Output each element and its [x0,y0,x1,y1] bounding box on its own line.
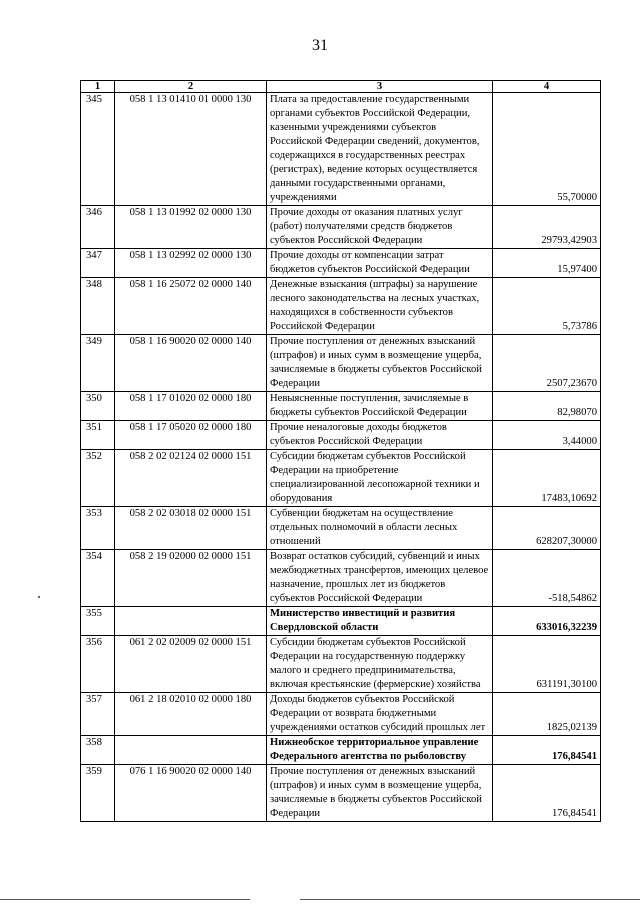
budget-code-cell [115,607,267,636]
table-row [81,421,601,450]
table-row [81,335,601,392]
revenue-name-cell: Нижнеобское территориальное управление Федерального агентства по рыболовству [267,736,493,765]
table-row [81,636,601,693]
revenue-name-cell: Прочие доходы от оказания платных услуг (работ) получателями средств бюджетов субъектов Российской Федерации [267,206,493,249]
budget-code-cell: 058 1 13 02992 02 0000 130 [115,249,267,278]
budget-code-cell: 058 2 02 02124 02 0000 151 [115,450,267,507]
amount-cell: 15,97400 [493,249,601,278]
revenue-name-cell: Субвенции бюджетам на осуществление отдельных полномочий в области лесных отношений [267,507,493,550]
revenue-name-cell: Денежные взыскания (штрафы) за нарушение лесного законодательства на лесных участках, находящихся в собственности субъектов Российской Федерации [267,278,493,335]
table-row [81,392,601,421]
table-row [81,507,601,550]
revenue-name-cell: Субсидии бюджетам субъектов Российской Федерации на государственную поддержку малого и среднего предпринимательства, включая крестьянские (фермерские) хозяйства [267,636,493,693]
revenue-name-cell: Прочие доходы от компенсации затрат бюджетов субъектов Российской Федерации [267,249,493,278]
row-number-cell: 346 [81,206,115,249]
row-number-cell: 351 [81,421,115,450]
table-row [81,93,601,206]
budget-code-cell [115,736,267,765]
page-number: 31 [312,37,328,54]
budget-code-cell: 058 1 16 90020 02 0000 140 [115,335,267,392]
amount-cell: 5,73786 [493,278,601,335]
row-number-cell: 358 [81,736,115,765]
revenue-name-cell: Прочие поступления от денежных взысканий (штрафов) и иных сумм в возмещение ущерба, зачисляемые в бюджеты субъектов Российской Федерации [267,765,493,822]
table-row [81,550,601,607]
budget-code-cell: 058 1 13 01410 01 0000 130 [115,93,267,206]
table-row [81,249,601,278]
budget-code-cell: 058 2 19 02000 02 0000 151 [115,550,267,607]
budget-code-cell: 061 2 18 02010 02 0000 180 [115,693,267,736]
amount-cell: 82,98070 [493,392,601,421]
revenue-name-cell: Прочие неналоговые доходы бюджетов субъектов Российской Федерации [267,421,493,450]
amount-cell: 3,44000 [493,421,601,450]
table-row [81,736,601,765]
amount-cell: 628207,30000 [493,507,601,550]
scan-edge-line-right [300,899,640,900]
row-number-cell: 356 [81,636,115,693]
table-row [81,693,601,736]
amount-cell: 55,70000 [493,93,601,206]
revenue-name-cell: Субсидии бюджетам субъектов Российской Федерации на приобретение специализированной лесопожарной техники и оборудования [267,450,493,507]
scan-edge-line-left [0,899,250,900]
amount-cell: 631191,30100 [493,636,601,693]
budget-code-cell: 058 2 02 03018 02 0000 151 [115,507,267,550]
revenue-name-cell: Возврат остатков субсидий, субвенций и иных межбюджетных трансфертов, имеющих целевое назначение, прошлых лет из бюджетов субъектов Российской Федерации [267,550,493,607]
budget-code-cell: 058 1 17 05020 02 0000 180 [115,421,267,450]
revenue-table [80,80,601,822]
table-header-row [81,81,601,93]
table-row [81,278,601,335]
row-number-cell: 345 [81,93,115,206]
amount-cell: 17483,10692 [493,450,601,507]
amount-cell: 633016,32239 [493,607,601,636]
revenue-name-cell: Министерство инвестиций и развития Свердловской области [267,607,493,636]
revenue-name-cell: Прочие поступления от денежных взысканий (штрафов) и иных сумм в возмещение ущерба, зачисляемые в бюджеты субъектов Российской Федерации [267,335,493,392]
table-row [81,450,601,507]
budget-code-cell: 058 1 16 25072 02 0000 140 [115,278,267,335]
budget-code-cell: 058 1 13 01992 02 0000 130 [115,206,267,249]
amount-cell: 1825,02139 [493,693,601,736]
amount-cell: -518,54862 [493,550,601,607]
column-header-amount: 4 [493,81,601,93]
table-row [81,206,601,249]
column-header-number: 1 [81,81,115,93]
budget-code-cell: 076 1 16 90020 02 0000 140 [115,765,267,822]
revenue-name-cell: Плата за предоставление государственными органами субъектов Российской Федерации, казенными учреждениями субъектов Российской Федерации сведений, документов, содержащихся в государственных реестрах (регистрах), ведение которых осуществляется данными государственными органами, учреждениями [267,93,493,206]
revenue-name-cell: Невыясненные поступления, зачисляемые в бюджеты субъектов Российской Федерации [267,392,493,421]
row-number-cell: 355 [81,607,115,636]
amount-cell: 176,84541 [493,765,601,822]
column-header-code: 2 [115,81,267,93]
budget-code-cell: 061 2 02 02009 02 0000 151 [115,636,267,693]
revenue-name-cell: Доходы бюджетов субъектов Российской Федерации от возврата бюджетными учреждениями остатков субсидий прошлых лет [267,693,493,736]
row-number-cell: 350 [81,392,115,421]
row-number-cell: 357 [81,693,115,736]
amount-cell: 2507,23670 [493,335,601,392]
table-body [81,93,601,822]
row-number-cell: 352 [81,450,115,507]
scan-speck [38,596,40,598]
row-number-cell: 349 [81,335,115,392]
table-row [81,607,601,636]
column-header-name: 3 [267,81,493,93]
amount-cell: 29793,42903 [493,206,601,249]
table-row [81,765,601,822]
budget-code-cell: 058 1 17 01020 02 0000 180 [115,392,267,421]
row-number-cell: 348 [81,278,115,335]
row-number-cell: 347 [81,249,115,278]
row-number-cell: 359 [81,765,115,822]
amount-cell: 176,84541 [493,736,601,765]
row-number-cell: 354 [81,550,115,607]
row-number-cell: 353 [81,507,115,550]
